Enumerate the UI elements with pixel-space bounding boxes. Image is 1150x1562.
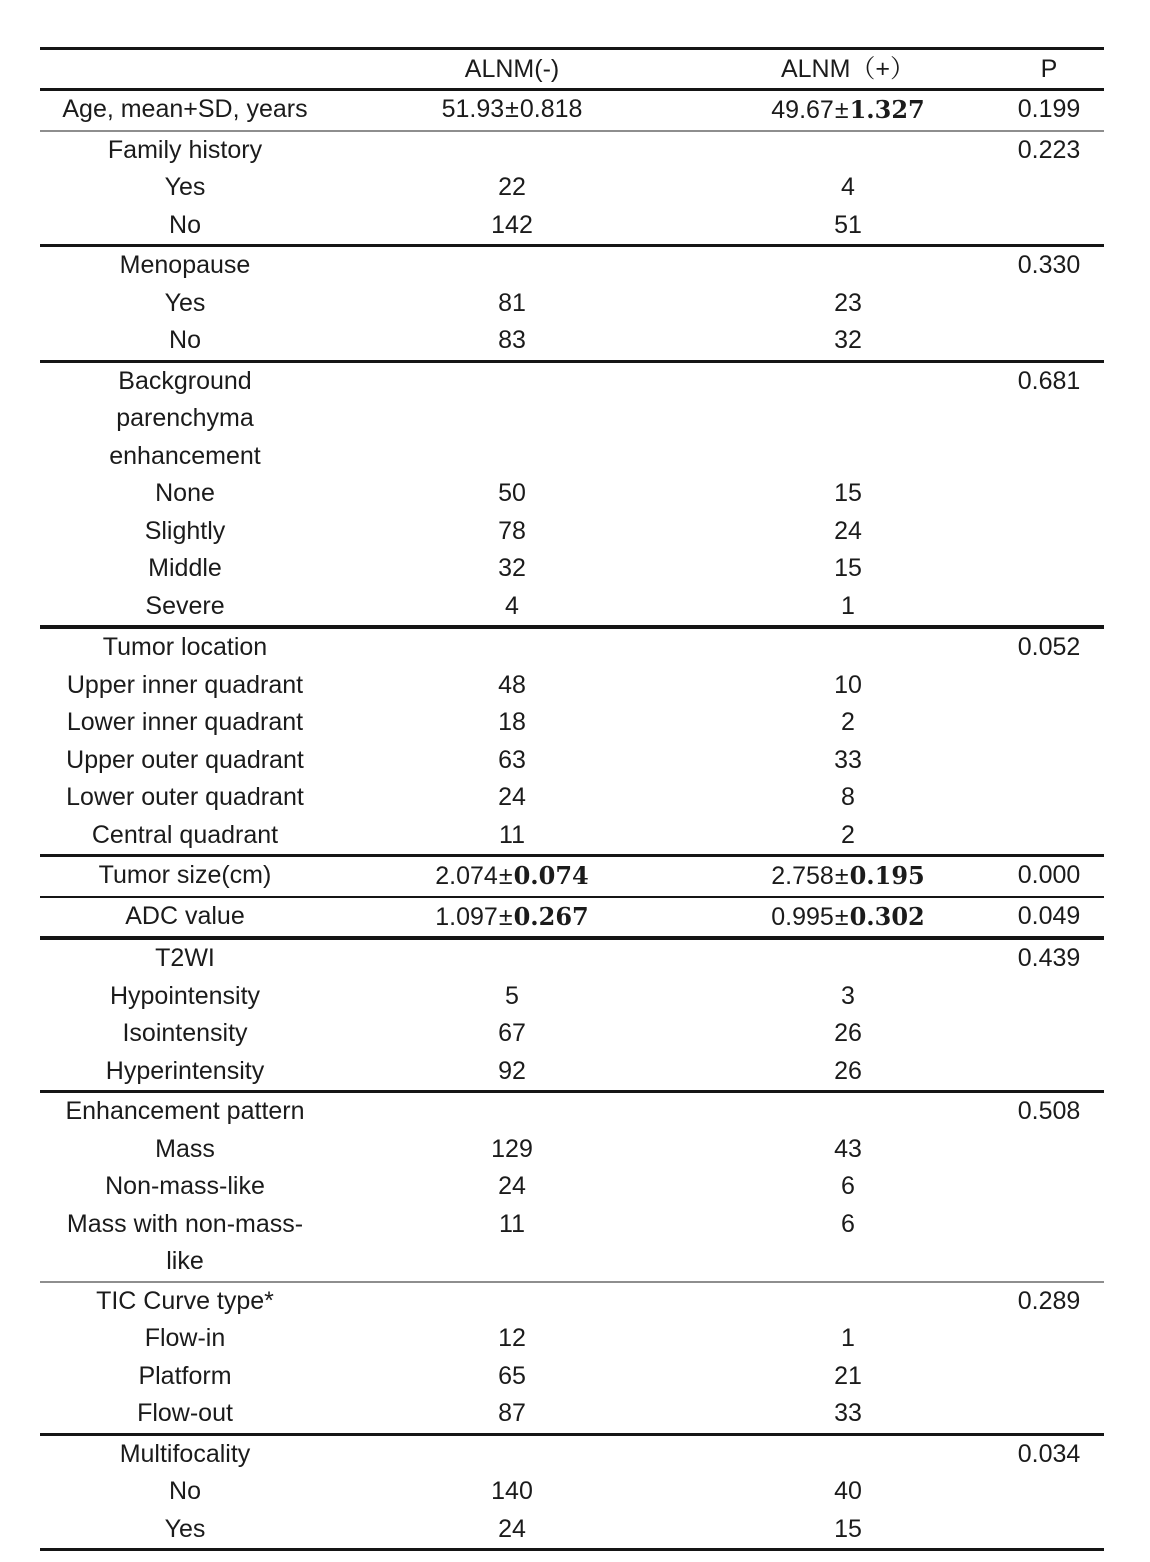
table-row bbox=[40, 742, 1104, 780]
p-value bbox=[1014, 285, 1104, 323]
p-value bbox=[1014, 742, 1104, 780]
row-label-line: like bbox=[166, 1247, 204, 1275]
row-label-line: ADC value bbox=[125, 901, 245, 930]
alnm-positive-value: 21 bbox=[834, 1361, 862, 1390]
p-value bbox=[1014, 1053, 1104, 1091]
alnm-negative-value: 63 bbox=[498, 745, 526, 774]
alnm-positive-value: 6 bbox=[841, 1209, 855, 1238]
alnm-negative-value: 24 bbox=[498, 1514, 526, 1543]
p-value: 0.508 bbox=[1017, 1097, 1081, 1125]
row-label bbox=[40, 1206, 330, 1281]
row-label-line: Tumor location bbox=[102, 633, 268, 661]
table-section bbox=[40, 132, 1104, 248]
p-value bbox=[1014, 1131, 1104, 1169]
alnm-positive-value: 1 bbox=[841, 591, 855, 620]
alnm-negative-value: 12 bbox=[498, 1324, 526, 1352]
p-value bbox=[1014, 779, 1104, 817]
row-label bbox=[40, 1168, 330, 1206]
row-label-line: Yes bbox=[164, 1514, 206, 1543]
alnm-positive-value bbox=[694, 1436, 1014, 1474]
alnm-positive-value: 26 bbox=[834, 1019, 862, 1047]
alnm-negative-value: 65 bbox=[498, 1361, 526, 1390]
p-value: 0.439 bbox=[1017, 944, 1081, 972]
row-label bbox=[40, 550, 330, 588]
table-row bbox=[40, 1206, 1104, 1281]
alnm-negative-value: 48 bbox=[498, 670, 526, 699]
row-label bbox=[40, 1093, 330, 1131]
row-label bbox=[40, 285, 330, 323]
row-label-line: Flow-in bbox=[144, 1324, 226, 1352]
alnm-negative-value: 83 bbox=[498, 326, 526, 354]
table-row bbox=[40, 1473, 1104, 1511]
row-label bbox=[40, 132, 330, 170]
row-label-line: None bbox=[155, 479, 215, 507]
table-row bbox=[40, 1168, 1104, 1206]
table-section bbox=[40, 898, 1104, 941]
table-section bbox=[40, 1093, 1104, 1283]
p-value: 0.000 bbox=[1017, 861, 1081, 889]
mean-value: 49.67 bbox=[771, 96, 834, 124]
table-header-section bbox=[40, 47, 1104, 91]
sd-value: 1.327 bbox=[849, 95, 925, 124]
alnm-positive-value bbox=[694, 1283, 1014, 1321]
alnm-positive-value: 10 bbox=[834, 670, 862, 699]
p-value: 0.681 bbox=[1017, 366, 1081, 395]
table-row bbox=[40, 857, 1104, 896]
table-row bbox=[40, 1015, 1104, 1053]
alnm-positive-value: 1 bbox=[841, 1324, 855, 1352]
row-label bbox=[40, 513, 330, 551]
row-label-line: Platform bbox=[138, 1361, 232, 1390]
table-row bbox=[40, 704, 1104, 742]
table-row bbox=[40, 1358, 1104, 1396]
alnm-positive-value bbox=[694, 1093, 1014, 1131]
p-value bbox=[1014, 817, 1104, 855]
alnm-negative-value bbox=[330, 1283, 694, 1321]
table-section bbox=[40, 629, 1104, 857]
sd-value: 0.195 bbox=[849, 861, 925, 890]
alnm-negative-value: 4 bbox=[505, 591, 519, 620]
alnm-negative-value: 142 bbox=[491, 210, 533, 239]
p-value: 0.223 bbox=[1017, 135, 1081, 164]
row-label-line: TIC Curve type* bbox=[96, 1286, 274, 1315]
alnm-negative-value: 24 bbox=[498, 1172, 526, 1200]
alnm-positive-value bbox=[694, 857, 1014, 896]
table-row bbox=[40, 207, 1104, 245]
alnm-positive-value bbox=[694, 629, 1014, 667]
p-value bbox=[1014, 588, 1104, 626]
p-value bbox=[1014, 1358, 1104, 1396]
table-row bbox=[40, 1511, 1104, 1549]
row-label-line: Slightly bbox=[144, 516, 226, 545]
table-row bbox=[40, 285, 1104, 323]
alnm-negative-value: 50 bbox=[498, 479, 526, 507]
alnm-positive-value: 33 bbox=[834, 1399, 862, 1427]
alnm-positive-value: 2 bbox=[841, 708, 855, 736]
table-row bbox=[40, 1436, 1104, 1474]
row-label-line: Hyperintensity bbox=[105, 1056, 265, 1085]
plus-minus-sign: ± bbox=[834, 902, 849, 931]
row-label-line: No bbox=[169, 210, 201, 239]
table-row bbox=[40, 475, 1104, 513]
table-section bbox=[40, 857, 1104, 898]
row-label-line: Upper inner quadrant bbox=[66, 670, 304, 699]
alnm-negative-value bbox=[330, 1436, 694, 1474]
row-label-line: Lower inner quadrant bbox=[66, 708, 304, 736]
alnm-negative-value bbox=[330, 857, 694, 896]
row-label bbox=[40, 169, 330, 207]
alnm-positive-value: 2 bbox=[841, 820, 855, 849]
alnm-positive-value: 51 bbox=[834, 210, 862, 239]
row-label bbox=[40, 742, 330, 780]
row-label bbox=[40, 1473, 330, 1511]
row-label-line: Mass with non-mass- bbox=[66, 1209, 304, 1238]
sd-value: 0.267 bbox=[513, 901, 589, 931]
row-label-line: Yes bbox=[164, 288, 206, 317]
mean-value: 2.758 bbox=[771, 862, 834, 890]
table-row bbox=[40, 1320, 1104, 1358]
alnm-negative-value: 67 bbox=[498, 1019, 526, 1047]
table-row bbox=[40, 363, 1104, 476]
p-value bbox=[1014, 513, 1104, 551]
table-body bbox=[40, 91, 1104, 1551]
row-label bbox=[40, 817, 330, 855]
row-label bbox=[40, 857, 330, 895]
row-label bbox=[40, 91, 330, 129]
p-value bbox=[1014, 322, 1104, 360]
table-row bbox=[40, 940, 1104, 978]
p-value: 0.052 bbox=[1017, 633, 1081, 661]
alnm-positive-value: 15 bbox=[834, 479, 862, 507]
table-row bbox=[40, 629, 1104, 667]
row-label bbox=[40, 1131, 330, 1169]
row-label bbox=[40, 207, 330, 245]
row-label-line: Family history bbox=[107, 135, 263, 164]
row-label-line: No bbox=[169, 326, 201, 354]
alnm-negative-value bbox=[330, 1093, 694, 1131]
alnm-negative-value bbox=[330, 132, 694, 170]
row-label-line: Multifocality bbox=[119, 1439, 251, 1468]
p-value bbox=[1014, 550, 1104, 588]
alnm-positive-value: 3 bbox=[841, 981, 855, 1010]
alnm-negative-value: 5 bbox=[505, 981, 519, 1010]
p-value bbox=[1014, 978, 1104, 1016]
alnm-positive-value bbox=[694, 363, 1014, 401]
alnm-positive-value: 15 bbox=[834, 1514, 862, 1543]
row-label bbox=[40, 322, 330, 360]
table-section bbox=[40, 1283, 1104, 1436]
row-label-line: Yes bbox=[164, 173, 206, 201]
alnm-positive-value: 26 bbox=[834, 1056, 862, 1085]
alnm-negative-value: 24 bbox=[498, 783, 526, 811]
alnm-positive-value bbox=[694, 940, 1014, 978]
plus-minus-sign: ± bbox=[498, 862, 513, 890]
alnm-negative-value bbox=[330, 629, 694, 667]
row-label bbox=[40, 704, 330, 742]
table-header-row bbox=[40, 50, 1104, 88]
table-row bbox=[40, 978, 1104, 1016]
table-row bbox=[40, 132, 1104, 170]
p-value bbox=[1014, 1015, 1104, 1053]
row-label bbox=[40, 363, 330, 476]
alnm-positive-value bbox=[694, 132, 1014, 170]
row-label-line: Enhancement pattern bbox=[65, 1097, 305, 1125]
alnm-positive-value: 6 bbox=[841, 1172, 855, 1200]
plus-minus-sign: ± bbox=[498, 902, 513, 931]
row-label bbox=[40, 940, 330, 978]
row-label-line: Severe bbox=[145, 591, 225, 620]
alnm-negative-value: 81 bbox=[498, 288, 526, 317]
mean-value: 51.93 bbox=[441, 95, 505, 123]
alnm-positive-value: 23 bbox=[834, 288, 862, 317]
row-label bbox=[40, 1358, 330, 1396]
row-label-line: Background bbox=[118, 366, 252, 395]
row-label-line: No bbox=[169, 1477, 201, 1505]
alnm-negative-value: 87 bbox=[498, 1399, 526, 1427]
row-label bbox=[40, 588, 330, 626]
row-label bbox=[40, 978, 330, 1016]
table-row bbox=[40, 779, 1104, 817]
plus-minus-sign: ± bbox=[834, 862, 849, 890]
alnm-negative-value: 78 bbox=[498, 516, 526, 545]
p-value bbox=[1014, 475, 1104, 513]
plus-minus-sign: ± bbox=[505, 95, 519, 123]
p-value bbox=[1014, 667, 1104, 705]
table-section bbox=[40, 1436, 1104, 1552]
table-row bbox=[40, 91, 1104, 130]
header-p-value: P bbox=[1040, 55, 1058, 83]
table-row bbox=[40, 550, 1104, 588]
p-value bbox=[1014, 1395, 1104, 1433]
row-label bbox=[40, 475, 330, 513]
row-label-line: Flow-out bbox=[137, 1399, 233, 1427]
alnm-negative-value: 129 bbox=[491, 1134, 533, 1163]
mean-value: 0.995 bbox=[771, 902, 834, 931]
header-characteristic-column bbox=[40, 50, 330, 88]
row-label bbox=[40, 629, 330, 667]
row-label bbox=[40, 1015, 330, 1053]
row-label-line: Central quadrant bbox=[91, 820, 279, 849]
p-value bbox=[1014, 1168, 1104, 1206]
alnm-negative-value: 11 bbox=[499, 1209, 525, 1238]
alnm-negative-value: 11 bbox=[499, 820, 525, 849]
row-label-line: Hypointensity bbox=[109, 981, 261, 1010]
row-label bbox=[40, 1283, 330, 1321]
alnm-positive-value: 43 bbox=[834, 1134, 862, 1163]
row-label-line: Lower outer quadrant bbox=[66, 783, 304, 811]
table-section bbox=[40, 940, 1104, 1093]
alnm-negative-value bbox=[330, 898, 694, 937]
row-label-line: parenchyma bbox=[116, 404, 254, 432]
alnm-positive-value: 33 bbox=[834, 745, 862, 774]
row-label-line: Upper outer quadrant bbox=[66, 745, 304, 774]
row-label bbox=[40, 1053, 330, 1091]
alnm-positive-value: 4 bbox=[841, 173, 855, 201]
alnm-positive-value: 15 bbox=[834, 554, 862, 582]
row-label bbox=[40, 1436, 330, 1474]
p-value bbox=[1014, 704, 1104, 742]
alnm-negative-value: 92 bbox=[498, 1056, 526, 1085]
table-row bbox=[40, 667, 1104, 705]
row-label bbox=[40, 1511, 330, 1549]
row-label-line: Non-mass-like bbox=[105, 1172, 265, 1200]
row-label-line: Isointensity bbox=[122, 1019, 248, 1047]
sd-value: 0.302 bbox=[849, 901, 925, 931]
table-row bbox=[40, 513, 1104, 551]
mean-value: 2.074 bbox=[435, 862, 498, 890]
row-label-line: Menopause bbox=[119, 251, 251, 279]
plus-minus-sign: ± bbox=[834, 96, 849, 124]
row-label bbox=[40, 1395, 330, 1433]
alnm-negative-value bbox=[330, 91, 694, 129]
row-label-line: Age, mean+SD, years bbox=[62, 95, 308, 123]
header-alnm-positive: ALNM（+） bbox=[780, 55, 916, 83]
table-section bbox=[40, 247, 1104, 363]
table-section bbox=[40, 363, 1104, 630]
p-value bbox=[1014, 1206, 1104, 1244]
alnm-negative-value: 18 bbox=[498, 708, 526, 736]
table-section bbox=[40, 91, 1104, 132]
row-label bbox=[40, 779, 330, 817]
p-value: 0.049 bbox=[1017, 901, 1081, 930]
row-label bbox=[40, 667, 330, 705]
p-value bbox=[1014, 1473, 1104, 1511]
row-label-line: Middle bbox=[148, 554, 222, 582]
row-label bbox=[40, 247, 330, 285]
table-row bbox=[40, 1053, 1104, 1091]
alnm-negative-value bbox=[330, 940, 694, 978]
table-row bbox=[40, 169, 1104, 207]
statistics-table bbox=[40, 47, 1104, 1551]
table-row bbox=[40, 817, 1104, 855]
p-value bbox=[1014, 1320, 1104, 1358]
p-value bbox=[1014, 207, 1104, 245]
table-row bbox=[40, 322, 1104, 360]
table-row bbox=[40, 1283, 1104, 1321]
p-value: 0.289 bbox=[1017, 1286, 1081, 1315]
p-value bbox=[1014, 169, 1104, 207]
mean-value: 1.097 bbox=[435, 902, 498, 931]
alnm-positive-value: 32 bbox=[834, 326, 862, 354]
alnm-negative-value bbox=[330, 363, 694, 401]
table-row bbox=[40, 1093, 1104, 1131]
table-row bbox=[40, 1131, 1104, 1169]
row-label-line: Mass bbox=[155, 1134, 215, 1163]
alnm-negative-value: 32 bbox=[498, 554, 526, 582]
row-label-line: Tumor size(cm) bbox=[98, 861, 272, 889]
p-value: 0.199 bbox=[1017, 95, 1081, 123]
alnm-negative-value: 140 bbox=[491, 1477, 533, 1505]
sd-value: 0.074 bbox=[513, 861, 589, 890]
row-label-line: T2WI bbox=[155, 944, 215, 972]
table-row bbox=[40, 588, 1104, 626]
row-label bbox=[40, 1320, 330, 1358]
p-value bbox=[1014, 1511, 1104, 1549]
alnm-positive-value: 40 bbox=[834, 1477, 862, 1505]
alnm-positive-value: 24 bbox=[834, 516, 862, 545]
alnm-negative-value bbox=[330, 247, 694, 285]
table-row bbox=[40, 247, 1104, 285]
row-label bbox=[40, 898, 330, 936]
header-alnm-negative: ALNM(-) bbox=[464, 55, 560, 83]
row-label-line: enhancement bbox=[109, 441, 261, 470]
table-row bbox=[40, 1395, 1104, 1433]
table-row bbox=[40, 898, 1104, 937]
p-value: 0.034 bbox=[1017, 1439, 1081, 1468]
alnm-positive-value bbox=[694, 91, 1014, 130]
alnm-positive-value bbox=[694, 898, 1014, 937]
alnm-negative-value: 22 bbox=[498, 173, 526, 201]
p-value: 0.330 bbox=[1017, 251, 1081, 279]
sd-value: 0.818 bbox=[519, 95, 583, 123]
alnm-positive-value: 8 bbox=[841, 783, 855, 811]
alnm-positive-value bbox=[694, 247, 1014, 285]
